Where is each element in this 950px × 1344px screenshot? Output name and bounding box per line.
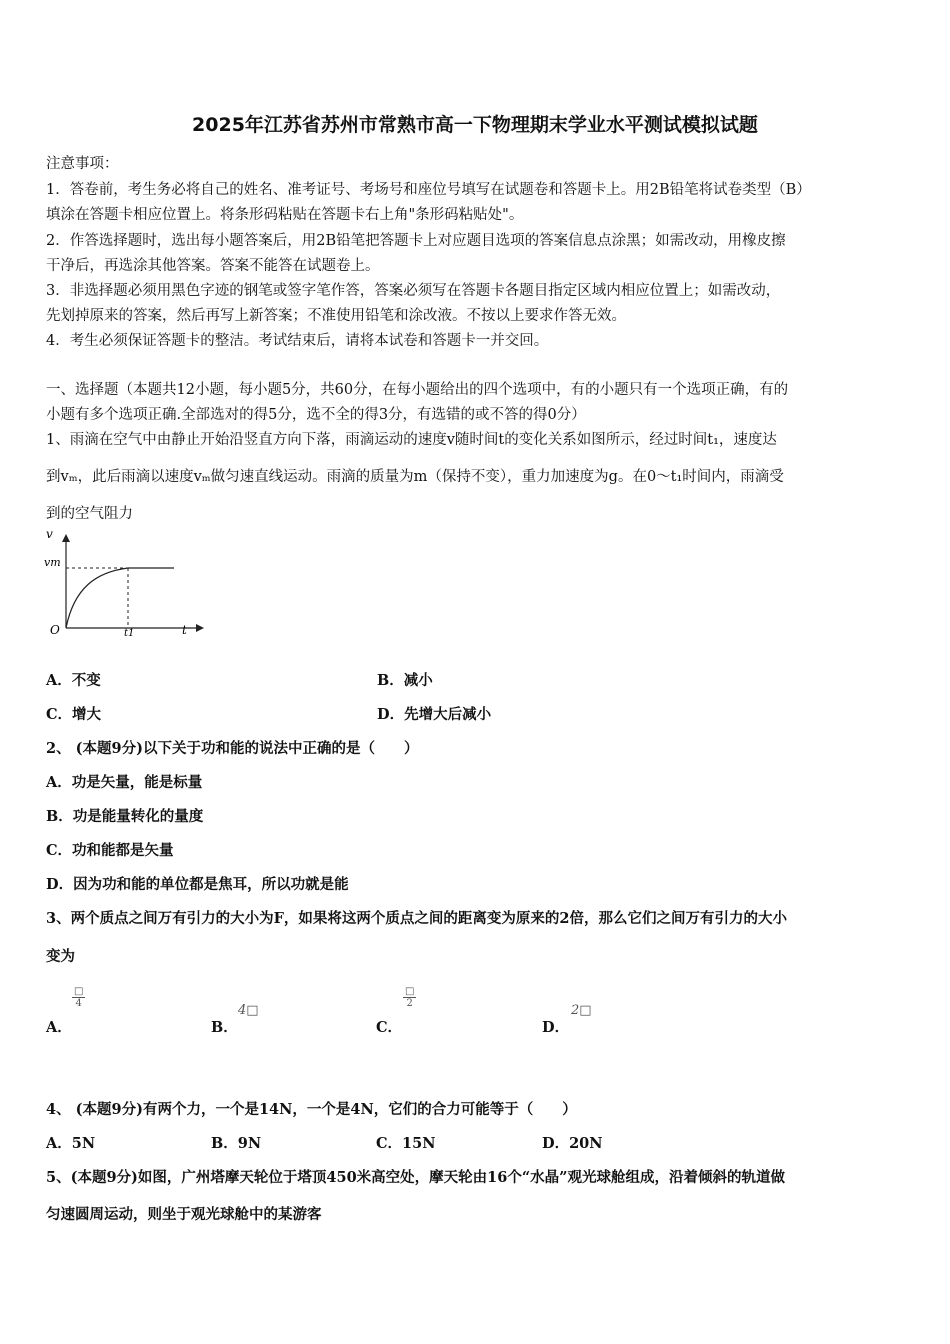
- graph-origin-label: O: [50, 623, 60, 637]
- q1-option-c: C．增大: [46, 706, 102, 723]
- section-heading: 一、选择题（本题共12小题，每小题5分，共60分，在每小题给出的四个选项中，有的小题只有一个选项正确，有的: [46, 382, 789, 398]
- section-heading: 小题有多个选项正确.全部选对的得5分，选不全的得3分，有选错的或不答的得0分）: [46, 407, 586, 423]
- q5-stem: 匀速圆周运动，则坐于观光球舱中的某游客: [46, 1206, 322, 1223]
- notice-line: 2．作答选择题时，选出每小题答案后，用2B铅笔把答题卡上对应题目选项的答案信息点涂黑；如需改动，用橡皮擦: [46, 233, 786, 249]
- graph-t1-label: t1: [124, 628, 135, 639]
- q2-option-c: C．功和能都是矢量: [46, 842, 174, 859]
- q2-option-d: D．因为功和能的单位都是焦耳，所以功就是能: [46, 876, 349, 893]
- q4-option-a: A．5N: [46, 1135, 96, 1152]
- notice-line: 干净后，再选涂其他答案。答案不能答在试题卷上。: [46, 258, 380, 274]
- q3-stem: 3、两个质点之间万有引力的大小为F，如果将这两个质点之间的距离变为原来的2倍，那么它们之间万有引力的大小: [46, 910, 787, 927]
- notice-line: 先划掉原来的答案，然后再写上新答案；不准使用铅笔和涂改液。不按以上要求作答无效。: [46, 308, 626, 324]
- q2-option-b: B．功是能量转化的量度: [46, 808, 204, 825]
- q3-option-d: D．: [542, 1019, 570, 1036]
- velocity-time-graph: [38, 528, 208, 646]
- q4-option-d: D．20N: [542, 1135, 603, 1152]
- q4-stem: 4、 (本题9分)有两个力，一个是14N，一个是4N，它们的合力可能等于（ ）: [46, 1101, 577, 1118]
- q3-option-c-fraction: □ 2: [405, 986, 415, 1009]
- graph-x-label: t: [182, 623, 187, 637]
- q3-option-c: C．: [376, 1019, 403, 1036]
- q2-stem: 2、 (本题9分)以下关于功和能的说法中正确的是（ ）: [46, 740, 419, 757]
- notice-line: 1．答卷前，考生务必将自己的姓名、准考证号、考场号和座位号填写在试题卷和答题卡上。用2B铅笔将试卷类型（B）: [46, 182, 811, 198]
- graph-vm-label: vm: [44, 556, 61, 569]
- notice-heading: 注意事项：: [46, 156, 119, 172]
- q1-option-d: D．先增大后减小: [377, 706, 492, 723]
- q4-option-b: B．9N: [211, 1135, 262, 1152]
- q3-option-a: A．: [46, 1019, 72, 1036]
- q1-stem: 到vₘ，此后雨滴以速度vₘ做匀速直线运动。雨滴的质量为m（保持不变），重力加速度为g。在0～t₁时间内，雨滴受: [46, 469, 784, 485]
- q1-stem: 1、雨滴在空气中由静止开始沿竖直方向下落，雨滴运动的速度v随时间t的变化关系如图所示，经过时间t₁，速度达: [46, 432, 777, 448]
- q1-option-a: A．不变: [46, 672, 101, 689]
- q1-stem: 到的空气阻力: [46, 506, 133, 522]
- notice-line: 3．非选择题必须用黑色字迹的钢笔或签字笔作答，答案必须写在答题卡各题目指定区域内相应位置上；如需改动，: [46, 283, 781, 299]
- q5-stem: 5、(本题9分)如图，广州塔摩天轮位于塔顶450米高空处，摩天轮由16个“水晶”观光球舱组成，沿着倾斜的轨道做: [46, 1169, 786, 1186]
- q3-option-a-fraction: □ 4: [74, 986, 84, 1009]
- graph-y-label: v: [46, 528, 53, 541]
- q3-option-b: B．: [211, 1019, 238, 1036]
- q2-option-a: A．功是矢量，能是标量: [46, 774, 203, 791]
- notice-line: 填涂在答题卡相应位置上。将条形码粘贴在答题卡右上角"条形码粘贴处"。: [46, 207, 524, 223]
- notice-line: 4．考生必须保证答题卡的整洁。考试结束后，请将本试卷和答题卡一并交回。: [46, 333, 549, 349]
- q3-option-b-value: 4□: [238, 1003, 259, 1018]
- exam-title: 2025年江苏省苏州市常熟市高一下物理期末学业水平测试模拟试题: [192, 114, 758, 136]
- q3-stem: 变为: [46, 948, 75, 965]
- q3-option-d-value: 2□: [571, 1003, 592, 1018]
- q1-option-b: B．减小: [377, 672, 433, 689]
- q4-option-c: C．15N: [376, 1135, 436, 1152]
